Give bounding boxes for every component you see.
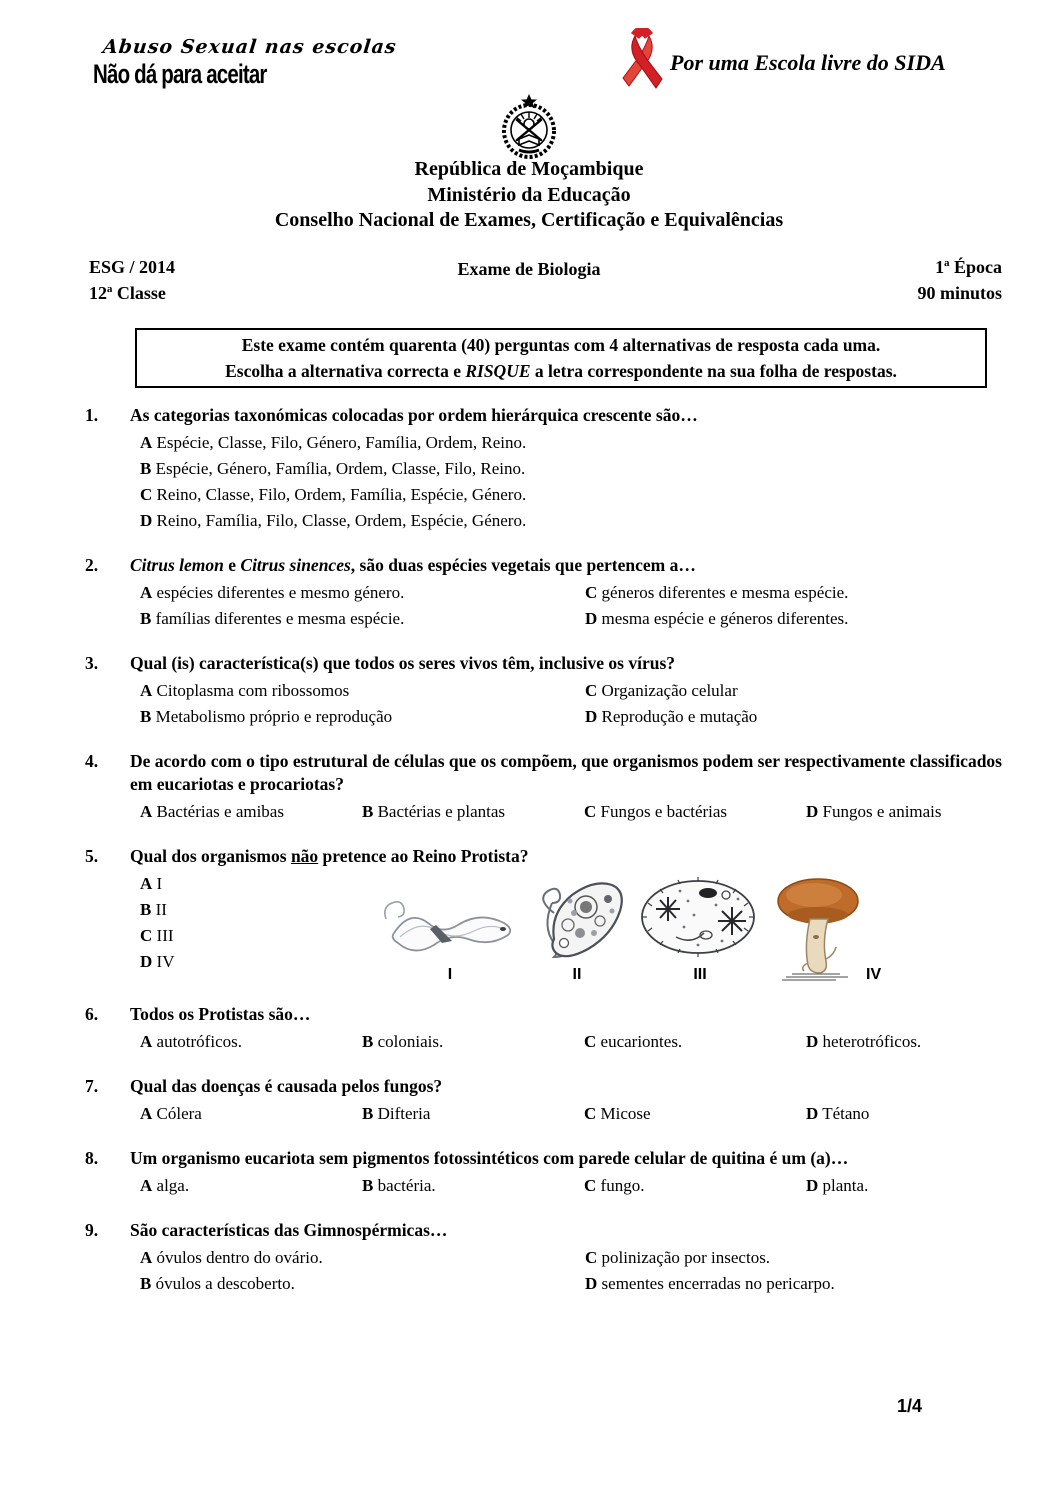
question-body	[130, 845, 1002, 983]
options	[130, 580, 1002, 632]
option-letter: B	[362, 1176, 374, 1195]
q3-option-C	[575, 678, 1002, 704]
q9-option-B	[130, 1271, 575, 1297]
q3-option-D	[575, 704, 1002, 730]
option-letter: D	[585, 1274, 598, 1293]
q4-option-C	[574, 799, 796, 825]
q2-option-C	[575, 580, 1002, 606]
option-text: Bactérias e amibas	[152, 802, 284, 821]
option-text: eucariontes.	[596, 1032, 683, 1051]
option-letter: B	[140, 707, 152, 726]
option-text: I	[152, 874, 163, 893]
question-body	[130, 652, 1002, 730]
question-title: Um organismo eucariota sem pigmentos fotossintéticos com parede celular de quitina é um (a)…	[130, 1148, 849, 1168]
q5-option-B	[130, 897, 370, 923]
exam-meta-right	[917, 254, 1002, 306]
question-title: Citrus lemon e Citrus sinences, são duas espécies vegetais que pertencem a…	[130, 555, 696, 575]
question-3	[85, 652, 1002, 730]
question-8	[85, 1147, 1002, 1199]
header-country: República de Moçambique	[414, 158, 644, 180]
option-letter: A	[140, 802, 153, 821]
option-letter: D	[140, 952, 153, 971]
q4-option-B	[352, 799, 574, 825]
exam-program: ESG / 2014	[89, 257, 176, 277]
options	[130, 1101, 1002, 1127]
option-text: Reino, Classe, Filo, Ordem, Família, Espécie, Género.	[152, 485, 527, 504]
q5-option-A	[130, 871, 370, 897]
options	[130, 799, 1002, 825]
option-text: alga.	[152, 1176, 190, 1195]
question-title: Qual das doenças é causada pelos fungos?	[130, 1076, 443, 1096]
option-letter: C	[584, 1032, 597, 1051]
q2-option-B	[130, 606, 575, 632]
option-text: mesma espécie e géneros diferentes.	[597, 609, 849, 628]
question-body	[130, 1075, 1002, 1127]
option-text: Fungos e bactérias	[596, 802, 728, 821]
option-letter: D	[585, 707, 598, 726]
instructions-line2: Escolha a alternativa correcta e RISQUE a letra correspondente na sua folha de respostas.	[225, 361, 897, 381]
q8-option-B	[352, 1173, 574, 1199]
q8-option-D	[796, 1173, 1002, 1199]
option-text: polinização por insectos.	[597, 1248, 771, 1267]
q9-option-C	[575, 1245, 1002, 1271]
question-6	[85, 1003, 1002, 1055]
question-number: 9.	[85, 1220, 99, 1240]
option-letter: B	[140, 459, 152, 478]
option-letter: C	[585, 681, 598, 700]
option-letter: A	[140, 1248, 153, 1267]
q2-option-A	[130, 580, 575, 606]
campaign-slogan-bold: Não dá para aceitar	[93, 59, 267, 90]
q6-option-A	[130, 1029, 352, 1055]
instructions-box	[135, 328, 987, 388]
aids-ribbon-icon	[616, 28, 668, 101]
figure-label: III	[693, 966, 707, 983]
options	[130, 1173, 1002, 1199]
option-letter: C	[140, 926, 153, 945]
question-9	[85, 1219, 1002, 1297]
option-text: Reprodução e mutação	[597, 707, 758, 726]
question-4	[85, 750, 1002, 825]
option-letter: C	[140, 485, 153, 504]
option-letter: A	[140, 1032, 153, 1051]
header-ministry: Ministério da Educação	[427, 184, 631, 206]
option-letter: D	[140, 511, 153, 530]
option-letter: D	[806, 1032, 819, 1051]
option-letter: B	[362, 1104, 374, 1123]
q1-option-D	[130, 508, 1002, 534]
question-number: 4.	[85, 751, 99, 771]
option-text: IV	[152, 952, 175, 971]
exam-duration: 90 minutos	[917, 283, 1002, 303]
q1-option-B	[130, 456, 1002, 482]
option-text: coloniais.	[373, 1032, 444, 1051]
figure-euglena	[524, 869, 630, 983]
question-body	[130, 750, 1002, 825]
option-text: Metabolismo próprio e reprodução	[151, 707, 393, 726]
exam-grade: 12ª Classe	[89, 283, 166, 303]
exam-subject: Exame de Biologia	[457, 259, 601, 279]
option-letter: A	[140, 433, 153, 452]
option-letter: B	[362, 1032, 374, 1051]
option-text: Fungos e animais	[818, 802, 942, 821]
question-number: 6.	[85, 1004, 99, 1024]
q8-option-C	[574, 1173, 796, 1199]
option-text: Reino, Família, Filo, Classe, Ordem, Espécie, Género.	[152, 511, 527, 530]
question-title: São características das Gimnospérmicas…	[130, 1220, 448, 1240]
q9-option-D	[575, 1271, 1002, 1297]
option-text: óvulos dentro do ovário.	[152, 1248, 323, 1267]
option-text: géneros diferentes e mesma espécie.	[597, 583, 849, 602]
question-5	[85, 845, 1002, 983]
option-text: sementes encerradas no pericarpo.	[597, 1274, 835, 1293]
question-7	[85, 1075, 1002, 1127]
q6-option-C	[574, 1029, 796, 1055]
page-number: 1/4	[897, 1396, 923, 1416]
question-number: 2.	[85, 555, 99, 575]
option-text: III	[152, 926, 174, 945]
question-number: 1.	[85, 405, 99, 425]
option-letter: D	[585, 609, 598, 628]
option-text: fungo.	[596, 1176, 645, 1195]
question-title: Qual (is) característica(s) que todos os seres vivos têm, inclusive os vírus?	[130, 653, 676, 673]
option-text: bactéria.	[373, 1176, 436, 1195]
question-title: De acordo com o tipo estrutural de células que os compõem, que organismos podem ser respectivamente classificados em eucariotas e procariotas?	[130, 751, 1002, 794]
figure-trypanosome	[380, 889, 520, 983]
risque-emphasis: RISQUE	[465, 361, 531, 381]
figure-ciliate	[634, 871, 766, 983]
option-letter: A	[140, 1104, 153, 1123]
figure-label: IV	[866, 966, 882, 983]
question-2	[85, 554, 1002, 632]
option-letter: A	[140, 681, 153, 700]
option-letter: C	[585, 1248, 598, 1267]
option-letter: A	[140, 874, 153, 893]
option-letter: C	[584, 1104, 597, 1123]
questions	[85, 404, 1002, 1317]
option-letter: A	[140, 583, 153, 602]
question-title: As categorias taxonómicas colocadas por ordem hierárquica crescente são…	[130, 405, 698, 425]
option-text: óvulos a descoberto.	[151, 1274, 295, 1293]
option-text: autotróficos.	[152, 1032, 242, 1051]
q2-option-D	[575, 606, 1002, 632]
q9-option-A	[130, 1245, 575, 1271]
options	[130, 430, 1002, 534]
figure-label: I	[447, 966, 453, 983]
option-letter: C	[584, 1176, 597, 1195]
option-text: Bactérias e plantas	[373, 802, 506, 821]
option-letter: C	[584, 802, 597, 821]
question-number: 3.	[85, 653, 99, 673]
q3-option-B	[130, 704, 575, 730]
q8-option-A	[130, 1173, 352, 1199]
option-text: Micose	[596, 1104, 651, 1123]
q1-option-A	[130, 430, 1002, 456]
option-text: Espécie, Género, Família, Ordem, Classe, Filo, Reino.	[151, 459, 526, 478]
option-text: II	[151, 900, 167, 919]
option-letter: B	[362, 802, 374, 821]
option-letter: D	[806, 802, 819, 821]
question-body	[130, 1219, 1002, 1297]
options	[130, 1245, 1002, 1297]
figure-mushroom	[770, 871, 881, 983]
figure-label: II	[572, 966, 582, 983]
q7-option-B	[352, 1101, 574, 1127]
campaign-slogan-script: Abuso Sexual nas escolas	[101, 36, 398, 58]
question-title: Todos os Protistas são…	[130, 1004, 311, 1024]
q5-option-C	[130, 923, 370, 949]
question-body	[130, 404, 1002, 534]
question-number: 7.	[85, 1076, 99, 1096]
question-number: 8.	[85, 1148, 99, 1168]
option-text: heterotróficos.	[818, 1032, 922, 1051]
option-letter: A	[140, 1176, 153, 1195]
campaign-right-block	[616, 28, 946, 101]
mozambique-emblem	[491, 94, 567, 160]
options	[130, 678, 1002, 730]
option-text: Cólera	[152, 1104, 202, 1123]
option-letter: B	[140, 900, 152, 919]
question-body	[130, 1003, 1002, 1055]
option-text: Difteria	[373, 1104, 431, 1123]
option-text: Tétano	[818, 1104, 870, 1123]
question-1	[85, 404, 1002, 534]
option-letter: B	[140, 1274, 152, 1293]
q4-option-A	[130, 799, 352, 825]
option-letter: D	[806, 1176, 819, 1195]
options	[130, 1029, 1002, 1055]
q5-option-D	[130, 949, 370, 975]
q4-option-D	[796, 799, 1002, 825]
option-letter: D	[806, 1104, 819, 1123]
figure-row	[380, 869, 885, 983]
question-body	[130, 554, 1002, 632]
question-body	[130, 1147, 1002, 1199]
q6-option-B	[352, 1029, 574, 1055]
option-text: Espécie, Classe, Filo, Género, Família, Ordem, Reino.	[152, 433, 527, 452]
instructions-line1: Este exame contém quarenta (40) perguntas com 4 alternativas de resposta cada uma.	[241, 335, 881, 355]
q7-option-A	[130, 1101, 352, 1127]
q6-option-D	[796, 1029, 1002, 1055]
option-text: planta.	[818, 1176, 869, 1195]
options	[130, 871, 370, 983]
option-text: espécies diferentes e mesmo género.	[152, 583, 405, 602]
option-letter: B	[140, 609, 152, 628]
option-text: Organização celular	[597, 681, 738, 700]
campaign-slogan-block	[93, 36, 397, 88]
question-title: Qual dos organismos não pretence ao Reino Protista?	[130, 846, 529, 866]
q7-option-C	[574, 1101, 796, 1127]
option-text: Citoplasma com ribossomos	[152, 681, 350, 700]
exam-epoch: 1ª Época	[935, 257, 1002, 277]
options-and-figures	[130, 871, 1002, 983]
question-number: 5.	[85, 846, 99, 866]
q7-option-D	[796, 1101, 1002, 1127]
campaign-right-slogan: Por uma Escola livre do SIDA	[670, 50, 946, 75]
q3-option-A	[130, 678, 575, 704]
option-letter: C	[585, 583, 598, 602]
option-text: famílias diferentes e mesma espécie.	[151, 609, 405, 628]
q1-option-C	[130, 482, 1002, 508]
header-council: Conselho Nacional de Exames, Certificação e Equivalências	[274, 209, 784, 231]
